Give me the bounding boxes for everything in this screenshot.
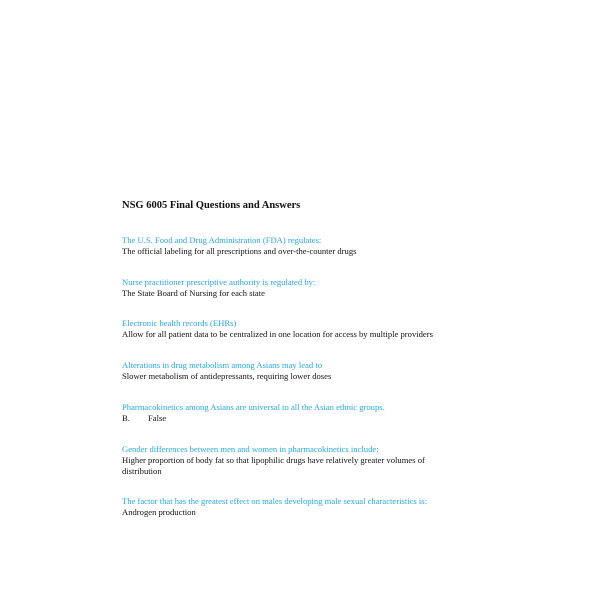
answer-marker: B. — [122, 413, 130, 423]
qa-item-1 — [122, 235, 482, 257]
question-text: Alterations in drug metabolism among Asians may lead to — [122, 360, 323, 370]
qa-item-7 — [122, 496, 482, 518]
document-title: NSG 6005 Final Questions and Answers — [122, 200, 301, 211]
question-text: The U.S. Food and Drug Administration (FDA) regulates: — [122, 235, 322, 245]
question-text: Electronic health records (EHRs) — [122, 318, 237, 328]
answer-text: False — [148, 413, 167, 423]
answer-text: Androgen production — [122, 507, 196, 517]
answer-text: Slower metabolism of antidepressants, requiring lower doses — [122, 371, 332, 381]
question-text: Nurse practitioner prescriptive authority is regulated by: — [122, 277, 316, 287]
qa-item-2 — [122, 277, 482, 299]
answer-line — [122, 413, 482, 424]
qa-item-3 — [122, 318, 482, 340]
question-text: The factor that has the greatest effect on males developing male sexual characteristics is: — [122, 496, 428, 506]
qa-item-4 — [122, 360, 482, 382]
question-text: Gender differences between men and women in pharmacokinetics include: — [122, 444, 379, 454]
qa-item-6 — [122, 444, 462, 477]
answer-text: The State Board of Nursing for each state — [122, 288, 265, 298]
qa-item-5 — [122, 402, 482, 424]
answer-text: The official labeling for all prescriptions and over-the-counter drugs — [122, 246, 357, 256]
answer-text: Higher proportion of body fat so that lipophilic drugs have relatively greater volumes of distribution — [122, 455, 425, 476]
question-text: Pharmacokinetics among Asians are universal to all the Asian ethnic groups. — [122, 402, 385, 412]
answer-text: Allow for all patient data to be centralized in one location for access by multiple providers — [122, 329, 433, 339]
